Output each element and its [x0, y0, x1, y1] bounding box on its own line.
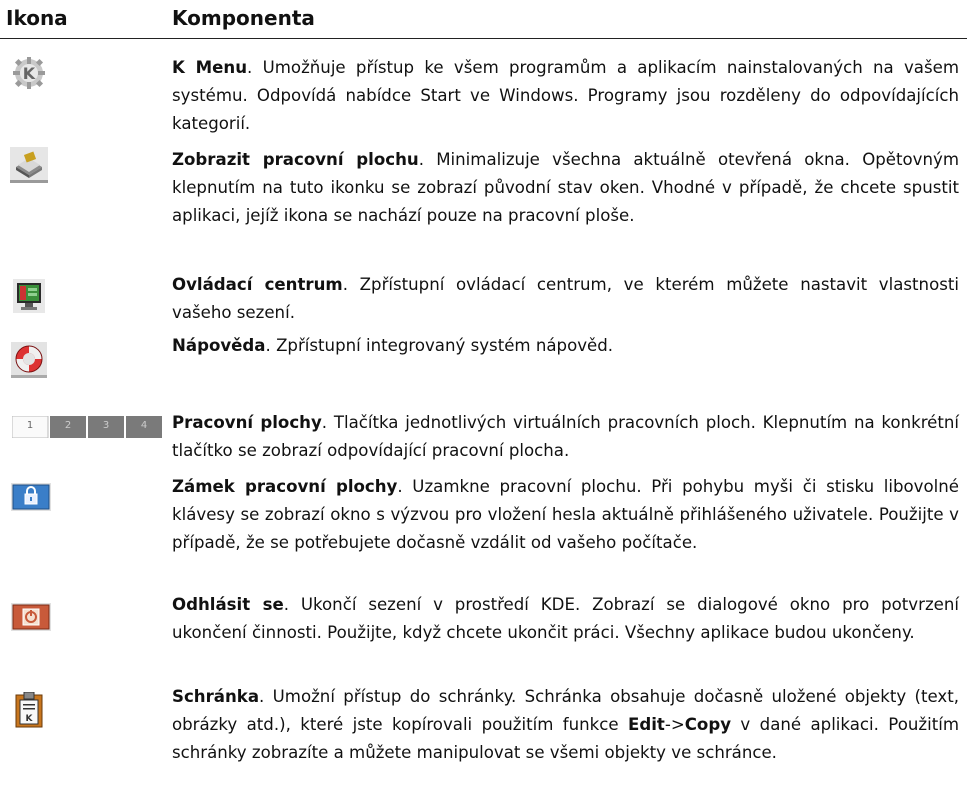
control-center-description	[172, 271, 959, 327]
show-desktop-text: . Minimalizuje všechna aktuálně otevřená okna. Opětovným klepnutím na tuto ikonku se zobrazí původní stav oken. Vhodné v případě, že chcete spustit aplikaci, jejíž ikona se nachází pouze na pracovní ploše.	[172, 150, 959, 225]
control-center-text: . Zpřístupní ovládací centrum, ve kterém můžete nastavit vlastnosti vašeho sezení.	[172, 275, 959, 322]
pager-icon[interactable]	[12, 416, 162, 438]
pager-button-3[interactable]: 3	[102, 420, 110, 431]
clipboard-icon	[15, 692, 43, 728]
k-menu-description	[172, 54, 959, 138]
lock-screen-icon	[11, 483, 51, 511]
clipboard-text-2: v dané aplikaci. Použitím schránky zobrazíte a můžete manipulovat se všemi objekty ve schránce.	[172, 715, 959, 762]
control-center-title: Ovládací centrum	[172, 275, 343, 294]
show-desktop-icon	[10, 147, 48, 183]
svg-text:K: K	[22, 64, 36, 83]
table-header	[0, 0, 967, 39]
show-desktop-description	[172, 146, 959, 230]
show-desktop-title: Zobrazit pracovní plochu	[172, 150, 419, 169]
help-title: Nápověda	[172, 336, 266, 355]
lock-title: Zámek pracovní plochy	[172, 477, 398, 496]
k-menu-text: . Umožňuje přístup ke všem programům a aplikacím nainstalovaných na vašem systému. Odpovídá nabídce Start ve Windows. Programy jsou rozděleny do odpovídajících kategorií.	[172, 58, 959, 133]
logout-text: . Ukončí sezení v prostředí KDE. Zobrazí se dialogové okno pro potvrzení ukončení činnosti. Použijte, když chcete ukončit práci. Všechny aplikace budou ukončeny.	[172, 595, 959, 642]
lock-text: . Uzamkne pracovní plochu. Při pohybu myši či stisku libovolné klávesy se zobrazí okno s výzvou pro vložení hesla aktuálně přihlášeného uživatele. Použijte v případě, že se potřebujete dočasně vzdálit od vašeho počítače.	[172, 477, 959, 552]
column-header-component: Komponenta	[172, 6, 315, 30]
k-menu-icon	[12, 56, 46, 90]
logout-description	[172, 591, 959, 647]
pager-button-1[interactable]: 1	[26, 420, 34, 431]
k-menu-title: K Menu	[172, 58, 248, 77]
menu-arrow: ->	[664, 715, 685, 734]
pager-button-4[interactable]: 4	[140, 420, 148, 431]
clipboard-description	[172, 683, 959, 767]
pager-description	[172, 409, 959, 465]
logout-icon	[11, 603, 51, 631]
clipboard-title: Schránka	[172, 687, 260, 706]
logout-title: Odhlásit se	[172, 595, 284, 614]
pager-button-2[interactable]: 2	[64, 420, 72, 431]
clipboard-text-1: . Umožní přístup do schránky. Schránka obsahuje dočasně uložené objekty (text, obrázky atd.), které jste kopírovali použitím funkce	[172, 687, 959, 734]
menu-edit: Edit	[628, 715, 665, 734]
control-center-icon	[13, 279, 45, 313]
svg-text:K: K	[25, 714, 33, 724]
pager-title: Pracovní plochy	[172, 413, 322, 432]
lock-description	[172, 473, 959, 557]
pager-text: . Tlačítka jednotlivých virtuálních pracovních ploch. Klepnutím na konkrétní tlačítko se zobrazí odpovídající pracovní plocha.	[172, 413, 959, 460]
column-header-icon: Ikona	[6, 6, 68, 30]
help-lifebuoy-icon	[11, 342, 47, 378]
help-description	[172, 332, 959, 360]
help-text: . Zpřístupní integrovaný systém nápověd.	[265, 336, 614, 355]
menu-copy: Copy	[684, 715, 732, 734]
